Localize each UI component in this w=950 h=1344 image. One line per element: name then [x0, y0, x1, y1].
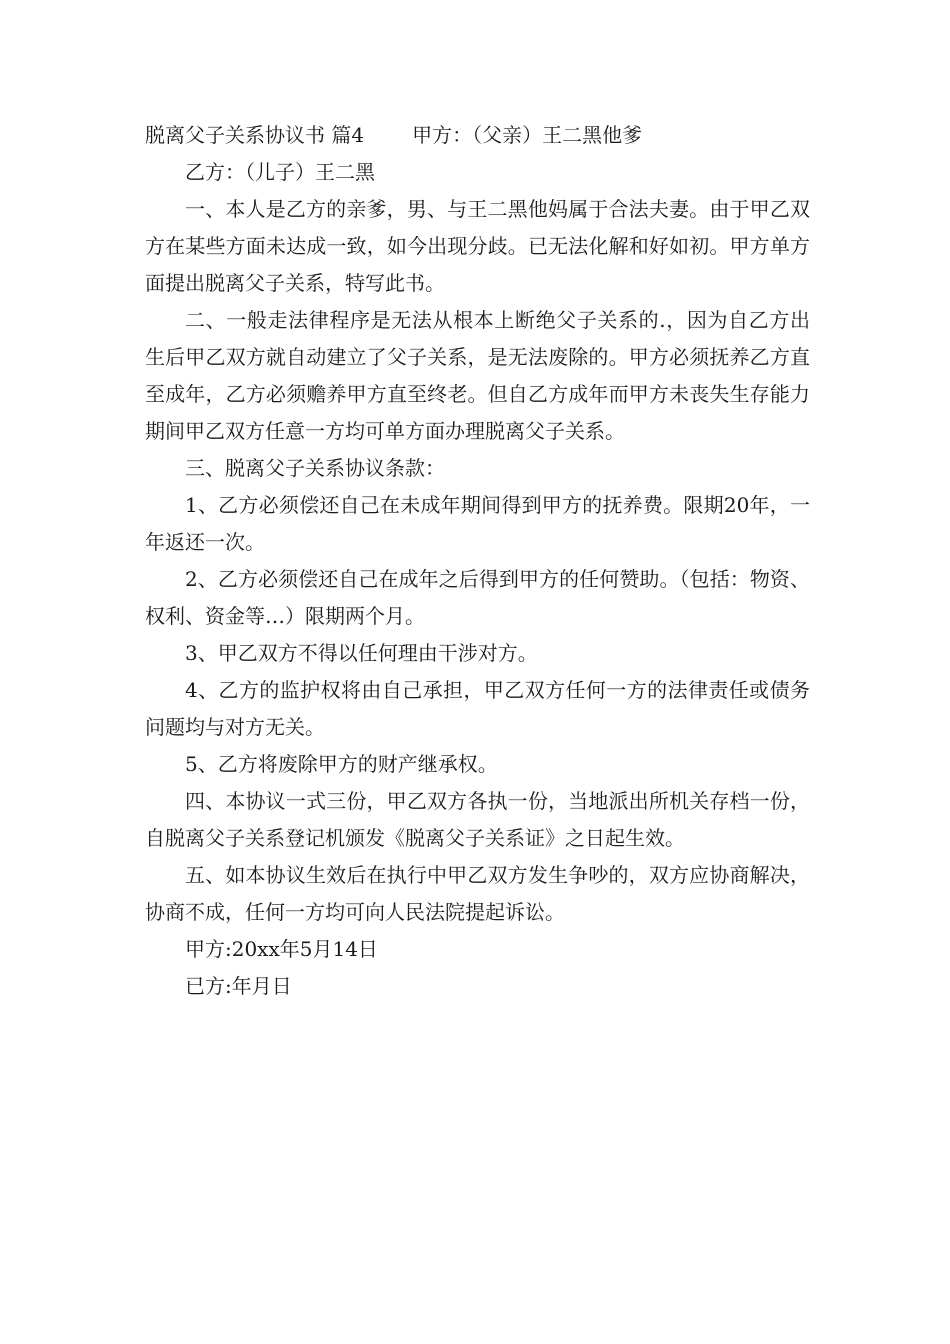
title-line	[145, 117, 810, 154]
clause-1: 1、乙方必须偿还自己在未成年期间得到甲方的抚养费。限期20年，一年返还一次。	[145, 493, 810, 554]
clause-5: 5、乙方将废除甲方的财产继承权。	[185, 752, 498, 776]
clause-3: 3、甲乙双方不得以任何理由干涉对方。	[185, 641, 538, 665]
party-a-line: 甲方：（父亲）王二黑他爹	[412, 123, 643, 147]
paragraph-1: 一、本人是乙方的亲爹，男、与王二黑他妈属于合法夫妻。由于甲乙双方在某些方面未达成一致，如今出现分歧。已无法化解和好如初。甲方单方面提出脱离父子关系，特写此书。	[145, 197, 810, 295]
paragraph-4: 四、本协议一式三份，甲乙双方各执一份，当地派出所机关存档一份，自脱离父子关系登记机颁发《脱离父子关系证》之日起生效。	[145, 789, 810, 850]
document-body	[145, 117, 810, 1005]
party-b-line: 乙方：（儿子）王二黑	[185, 160, 375, 184]
paragraph-2: 二、一般走法律程序是无法从根本上断绝父子关系的.，因为自乙方出生后甲乙双方就自动建立了父子关系，是无法废除的。甲方必须抚养乙方直至成年，乙方必须赡养甲方直至终老。但自乙方成年而甲方未丧失生存能力期间甲乙双方任意一方均可单方面办理脱离父子关系。	[145, 308, 810, 443]
signature-party-b: 已方:年月日	[185, 974, 292, 998]
paragraph-3-heading: 三、脱离父子关系协议条款：	[185, 456, 445, 480]
clause-4: 4、乙方的监护权将由自己承担，甲乙双方任何一方的法律责任或债务问题均与对方无关。	[145, 678, 810, 739]
document-title: 脱离父子关系协议书 篇4	[145, 123, 365, 147]
paragraph-5: 五、如本协议生效后在执行中甲乙双方发生争吵的，双方应协商解决，协商不成，任何一方均可向人民法院提起诉讼。	[145, 863, 810, 924]
clause-2: 2、乙方必须偿还自己在成年之后得到甲方的任何赞助。（包括：物资、权利、资金等…）限期两个月。	[145, 567, 810, 628]
signature-party-a: 甲方:20xx年5月14日	[185, 937, 378, 961]
